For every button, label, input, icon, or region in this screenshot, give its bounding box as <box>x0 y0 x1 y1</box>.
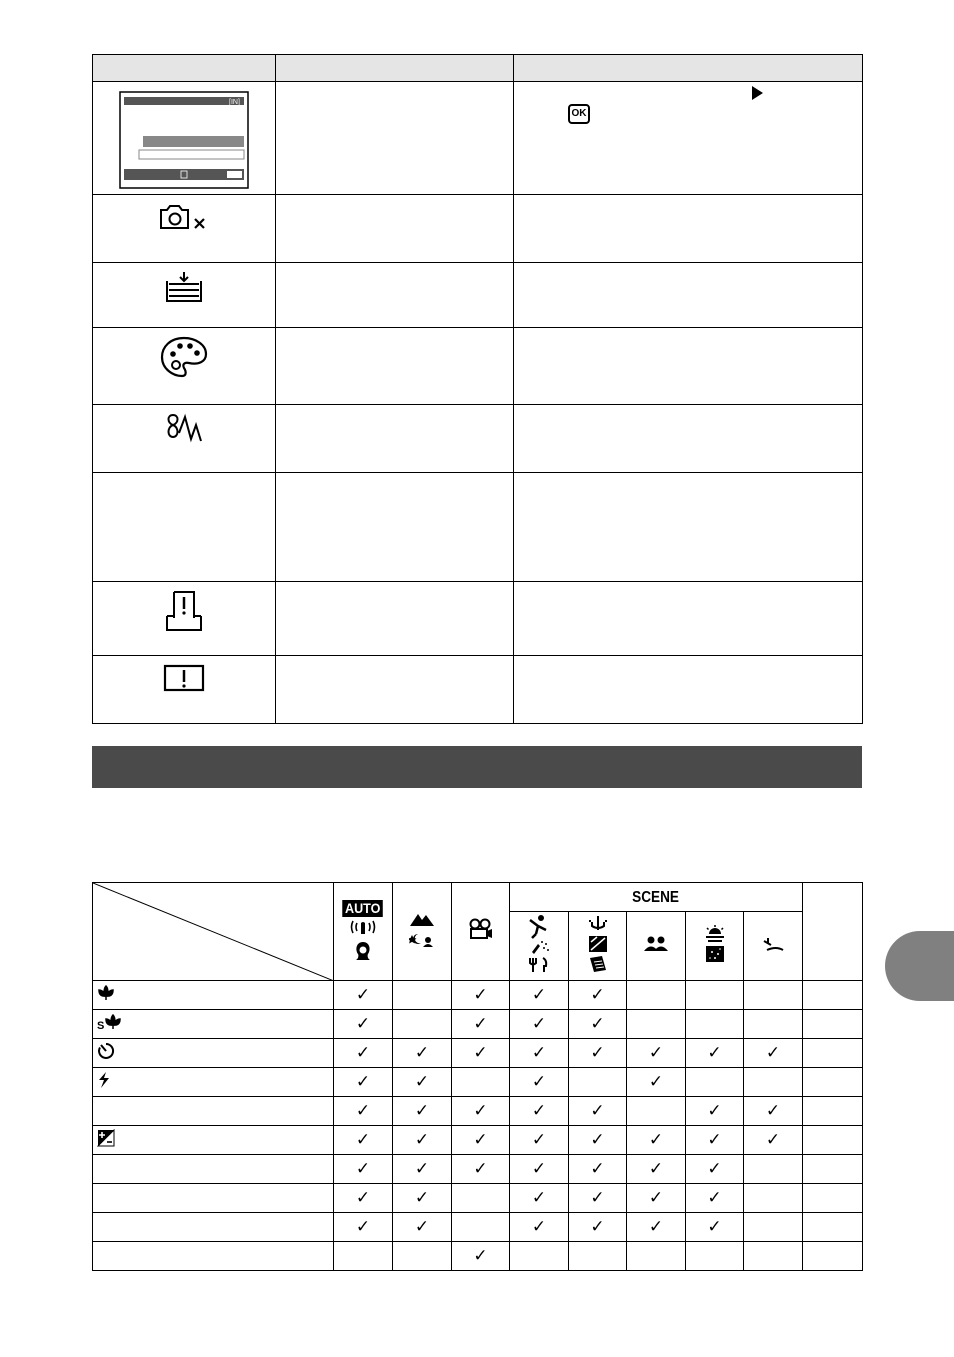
diagonal-line <box>93 883 334 981</box>
anti-shake-icon <box>349 918 377 936</box>
ok-button-icon: OK <box>568 104 590 124</box>
empty-cell <box>686 1010 744 1039</box>
check-cell: ✓ <box>452 1242 510 1271</box>
empty-cell <box>452 1213 510 1242</box>
warning-box-icon <box>163 664 205 694</box>
check-cell: ✓ <box>393 1184 452 1213</box>
function-row <box>93 1010 863 1039</box>
empty-cell <box>627 1010 686 1039</box>
empty-cell <box>452 1184 510 1213</box>
header-indicator <box>93 55 276 82</box>
blank-header-cell <box>803 883 863 981</box>
row-label <box>93 1155 334 1184</box>
row-label <box>93 1068 334 1097</box>
lcd-memory-badge: [IN] <box>229 99 240 106</box>
empty-cell <box>744 981 803 1010</box>
check-cell: ✓ <box>334 1097 393 1126</box>
check-cell: ✓ <box>686 1126 744 1155</box>
header-possible-cause <box>276 55 514 82</box>
empty-cell <box>627 1242 686 1271</box>
cause-cell <box>276 82 514 195</box>
check-cell: ✓ <box>510 1213 569 1242</box>
check-cell: ✓ <box>334 1155 393 1184</box>
check-cell: ✓ <box>686 1097 744 1126</box>
check-cell: ✓ <box>393 1155 452 1184</box>
night-portrait-icon <box>409 932 435 948</box>
empty-cell <box>393 1242 452 1271</box>
function-row <box>93 1039 863 1068</box>
sports-party-cuisine-icon <box>527 914 551 974</box>
function-row <box>93 1184 863 1213</box>
check-cell: ✓ <box>627 1068 686 1097</box>
check-cell: ✓ <box>452 1039 510 1068</box>
check-cell: ✓ <box>393 1097 452 1126</box>
row-label <box>93 1213 334 1242</box>
check-cell: ✓ <box>334 1213 393 1242</box>
empty-cell <box>803 1039 863 1068</box>
palette-icon <box>160 336 208 378</box>
empty-cell <box>510 1242 569 1271</box>
check-cell: ✓ <box>510 1010 569 1039</box>
portrait-icon <box>352 941 374 961</box>
check-cell: ✓ <box>627 1213 686 1242</box>
check-cell: ✓ <box>686 1039 744 1068</box>
action-cell <box>514 473 863 582</box>
printer-error-cell <box>93 582 276 656</box>
check-cell: ✓ <box>569 1039 627 1068</box>
corner-cell <box>93 883 334 981</box>
function-row <box>93 1068 863 1097</box>
empty-cell <box>686 1242 744 1271</box>
check-cell: ✓ <box>627 1039 686 1068</box>
mode-auto <box>334 883 393 981</box>
paper-jam-cell <box>93 405 276 473</box>
empty-cell <box>393 1010 452 1039</box>
check-cell: ✓ <box>334 981 393 1010</box>
action-cell <box>514 656 863 724</box>
row-label <box>93 1184 334 1213</box>
check-cell: ✓ <box>510 1126 569 1155</box>
macro-icon <box>97 985 115 1001</box>
check-cell: ✓ <box>510 981 569 1010</box>
row-label <box>93 981 334 1010</box>
check-cell: ✓ <box>452 981 510 1010</box>
empty-cell <box>803 1184 863 1213</box>
empty-cell <box>744 1242 803 1271</box>
empty-cell <box>744 1010 803 1039</box>
check-cell: ✓ <box>334 1010 393 1039</box>
check-cell: ✓ <box>569 1126 627 1155</box>
empty-cell <box>686 1068 744 1097</box>
snow-icon <box>761 936 785 952</box>
empty-cell <box>803 1213 863 1242</box>
action-cell <box>514 263 863 328</box>
group-portrait-icon <box>644 936 668 952</box>
action-cell <box>514 195 863 263</box>
empty-cell <box>686 981 744 1010</box>
cause-cell <box>276 263 514 328</box>
scene-snow <box>744 912 803 981</box>
no-picture-cell <box>93 195 276 263</box>
check-cell: ✓ <box>627 1184 686 1213</box>
row-label <box>93 1126 334 1155</box>
check-cell: ✓ <box>686 1184 744 1213</box>
error-indicator-table <box>92 54 863 724</box>
check-cell: ✓ <box>334 1068 393 1097</box>
no-paper-cell <box>93 328 276 405</box>
cause-cell <box>276 656 514 724</box>
action-cell <box>514 82 863 195</box>
function-row <box>93 981 863 1010</box>
cause-cell <box>276 582 514 656</box>
empty-cell <box>803 1097 863 1126</box>
super-macro-icon <box>97 1014 123 1030</box>
auto-label: AUTO <box>343 900 384 917</box>
sunset-fireworks-icon <box>703 924 727 964</box>
flash-icon <box>97 1071 111 1089</box>
empty-cell <box>803 1126 863 1155</box>
scene-header: SCENE <box>632 889 680 906</box>
scene-group-portrait <box>627 912 686 981</box>
empty-cell <box>569 1068 627 1097</box>
function-row <box>93 1126 863 1155</box>
check-cell: ✓ <box>744 1126 803 1155</box>
section-heading-bar <box>92 746 862 788</box>
empty-cell <box>452 1068 510 1097</box>
empty-cell <box>744 1068 803 1097</box>
check-cell: ✓ <box>334 1184 393 1213</box>
check-cell: ✓ <box>510 1097 569 1126</box>
blank-indicator-cell <box>93 473 276 582</box>
cause-cell <box>276 195 514 263</box>
movie-icon <box>468 918 494 940</box>
empty-cell <box>744 1213 803 1242</box>
action-cell <box>514 582 863 656</box>
row-label <box>93 1097 334 1126</box>
header-corrective-action <box>514 55 863 82</box>
check-cell: ✓ <box>627 1155 686 1184</box>
mode-movie <box>452 883 510 981</box>
cause-cell <box>276 328 514 405</box>
scene-sunset-group <box>686 912 744 981</box>
check-cell: ✓ <box>452 1010 510 1039</box>
empty-cell <box>569 1242 627 1271</box>
check-cell: ✓ <box>569 1184 627 1213</box>
check-cell: ✓ <box>334 1126 393 1155</box>
camera-cross-icon <box>159 203 209 233</box>
lcd-screen-illustration <box>119 91 249 189</box>
empty-cell <box>803 1242 863 1271</box>
check-cell: ✓ <box>510 1039 569 1068</box>
check-cell: ✓ <box>744 1039 803 1068</box>
empty-cell <box>627 981 686 1010</box>
check-cell: ✓ <box>569 1097 627 1126</box>
check-cell: ✓ <box>452 1097 510 1126</box>
check-cell: ✓ <box>686 1155 744 1184</box>
row-label <box>93 1039 334 1068</box>
function-row <box>93 1213 863 1242</box>
empty-cell <box>744 1155 803 1184</box>
cause-cell <box>276 405 514 473</box>
empty-cell <box>393 981 452 1010</box>
action-cell <box>514 405 863 473</box>
check-cell: ✓ <box>510 1184 569 1213</box>
warning-cell <box>93 656 276 724</box>
empty-cell <box>803 1010 863 1039</box>
function-row <box>93 1242 863 1271</box>
check-cell: ✓ <box>686 1213 744 1242</box>
check-cell: ✓ <box>569 1213 627 1242</box>
action-cell <box>514 328 863 405</box>
check-cell: ✓ <box>334 1039 393 1068</box>
check-cell: ✓ <box>393 1039 452 1068</box>
lcd-screen-cell <box>93 82 276 195</box>
check-cell: ✓ <box>569 981 627 1010</box>
cause-cell <box>276 473 514 582</box>
empty-cell <box>803 1068 863 1097</box>
check-cell: ✓ <box>627 1126 686 1155</box>
mode-landscape-night <box>393 883 452 981</box>
check-cell: ✓ <box>510 1068 569 1097</box>
check-cell: ✓ <box>569 1010 627 1039</box>
landscape-icon <box>409 911 435 927</box>
svg-text:S: S <box>97 1019 105 1030</box>
check-cell: ✓ <box>393 1213 452 1242</box>
play-arrow-icon <box>752 86 763 100</box>
function-row <box>93 1097 863 1126</box>
scene-header-cell <box>510 883 803 912</box>
empty-cell <box>803 1155 863 1184</box>
chapter-tab <box>885 931 954 1001</box>
row-label <box>93 1010 334 1039</box>
empty-cell <box>803 981 863 1010</box>
indoor-beach-document-icon <box>586 914 610 974</box>
check-cell: ✓ <box>569 1155 627 1184</box>
paper-jam-icon <box>163 413 205 445</box>
empty-cell <box>744 1184 803 1213</box>
check-cell: ✓ <box>452 1155 510 1184</box>
empty-cell <box>627 1097 686 1126</box>
check-cell: ✓ <box>393 1126 452 1155</box>
printer-error-icon <box>164 590 204 632</box>
exposure-icon <box>97 1129 115 1147</box>
self-timer-icon <box>97 1042 115 1060</box>
check-cell: ✓ <box>393 1068 452 1097</box>
function-row <box>93 1155 863 1184</box>
check-cell: ✓ <box>510 1155 569 1184</box>
row-label <box>93 1242 334 1271</box>
check-cell: ✓ <box>452 1126 510 1155</box>
scene-indoor-group <box>569 912 627 981</box>
check-cell: ✓ <box>744 1097 803 1126</box>
mode-function-table <box>92 882 863 1271</box>
scene-sports-group <box>510 912 569 981</box>
memory-full-icon <box>164 271 204 303</box>
memory-full-cell <box>93 263 276 328</box>
empty-cell <box>334 1242 393 1271</box>
